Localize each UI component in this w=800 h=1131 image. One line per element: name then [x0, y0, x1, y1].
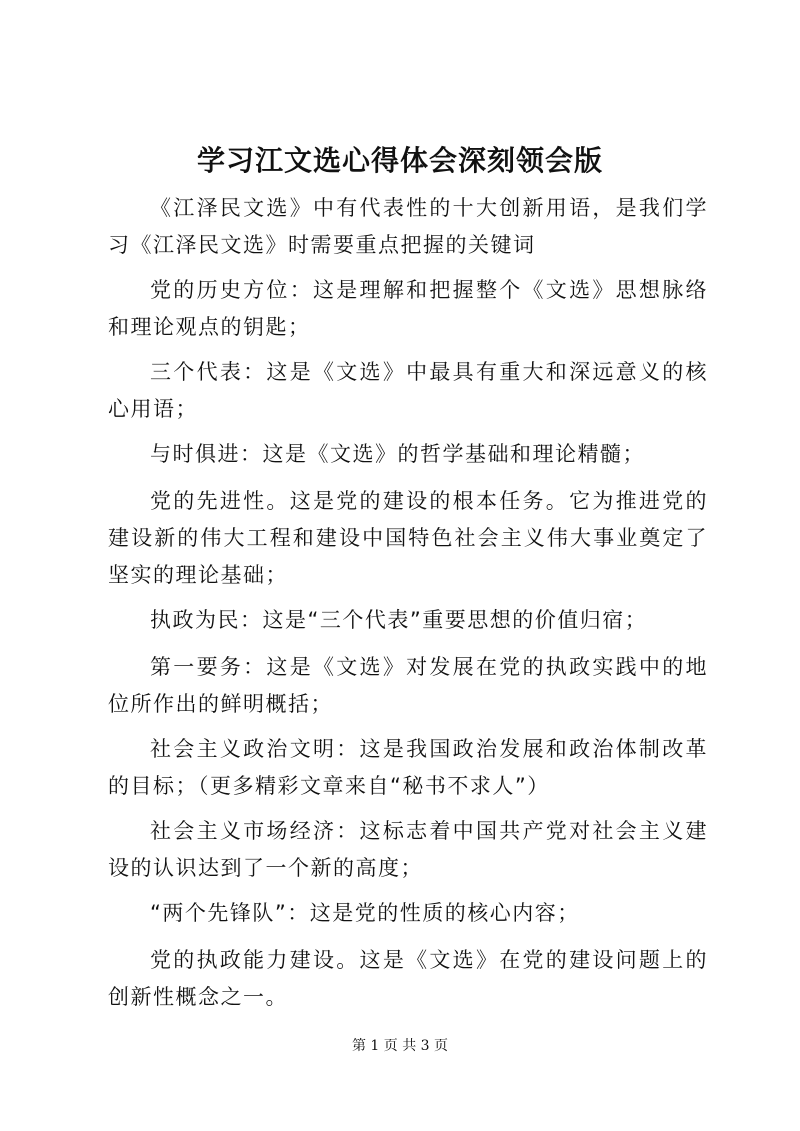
paragraph-intro: 《江泽民文选》中有代表性的十大创新用语，是我们学习《江泽民文选》时需要重点把握的关键词 — [108, 196, 708, 257]
paragraph-first-priority: 第一要务：这是《文选》对发展在党的执政实践中的地位所作出的鲜明概括； — [108, 655, 708, 716]
paragraph-market-economy: 社会主义市场经济：这标志着中国共产党对社会主义建设的认识达到了一个新的高度； — [108, 819, 708, 880]
paragraph-keep-pace-with-times: 与时俱进：这是《文选》的哲学基础和理论精髓； — [150, 442, 645, 466]
paragraph-govern-for-people: 执政为民：这是“三个代表”重要思想的价值归宿； — [150, 608, 648, 632]
document-title: 学习江文选心得体会深刻领会版 — [196, 144, 603, 177]
paragraph-three-represents: 三个代表：这是《文选》中最具有重大和深远意义的核心用语； — [108, 360, 708, 421]
paragraph-historical-position: 党的历史方位：这是理解和把握整个《文选》思想脉络和理论观点的钥匙； — [108, 278, 708, 339]
paragraph-two-vanguards: “两个先锋队”：这是党的性质的核心内容； — [150, 901, 580, 925]
paragraph-governing-capacity: 党的执政能力建设。这是《文选》在党的建设问题上的创新性概念之一。 — [108, 948, 708, 1009]
paragraph-political-civilization: 社会主义政治文明：这是我国政治发展和政治体制改革的目标；（更多精彩文章来自“秘书不求人”） — [108, 737, 708, 798]
paragraph-party-advanced-nature: 党的先进性。这是党的建设的根本任务。它为推进党的建设新的伟大工程和建设中国特色社会主义伟大事业奠定了坚实的理论基础； — [108, 489, 708, 587]
page-indicator: 第 1 页 共 3 页 — [351, 1038, 449, 1054]
document-body — [108, 190, 708, 1024]
